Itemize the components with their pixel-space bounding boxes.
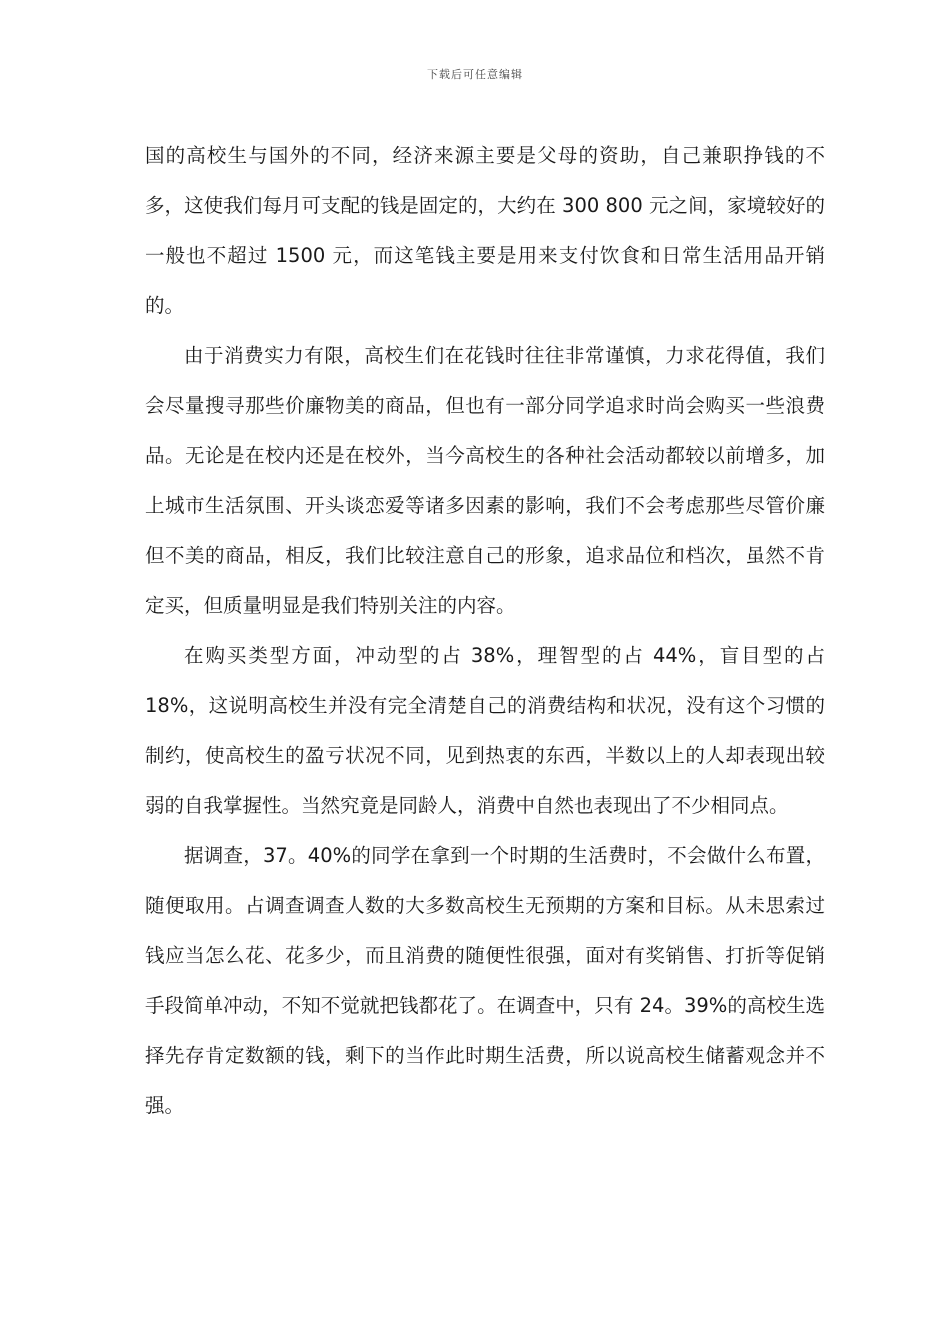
document-body xyxy=(145,131,825,1131)
paragraph-3: 在购买类型方面，冲动型的占 38%，理智型的占 44%，盲目型的占 18%，这说明高校生并没有完全清楚自己的消费结构和状况，没有这个习惯的制约，使高校生的盈亏状况不同，见到热衷的东西，半数以上的人却表现出较弱的自我掌握性。当然究竟是同龄人，消费中自然也表现出了不少相同点。 xyxy=(145,644,825,817)
paragraph-4: 据调查，37。40%的同学在拿到一个时期的生活费时，不会做什么布置，随便取用。占调查调查人数的大多数高校生无预期的方案和目标。从未思索过钱应当怎么花、花多少，而且消费的随便性很强，面对有奖销售、打折等促销手段简单冲动，不知不觉就把钱都花了。在调查中，只有 24。39%的高校生选择先存肯定数额的钱，剩下的当作此时期生活费，所以说高校生储蓄观念并不强。 xyxy=(145,844,825,1117)
paragraph-2: 由于消费实力有限，高校生们在花钱时往往非常谨慎，力求花得值，我们会尽量搜寻那些价廉物美的商品，但也有一部分同学追求时尚会购买一些浪费品。无论是在校内还是在校外，当今高校生的各种社会活动都较以前增多，加上城市生活氛围、开头谈恋爱等诸多因素的影响，我们不会考虑那些尽管价廉但不美的商品，相反，我们比较注意自己的形象，追求品位和档次，虽然不肯定买，但质量明显是我们特别关注的内容。 xyxy=(145,344,825,617)
page-header-note: 下载后可任意编辑 xyxy=(427,68,523,81)
paragraph-1: 国的高校生与国外的不同，经济来源主要是父母的资助，自己兼职挣钱的不多，这使我们每月可支配的钱是固定的，大约在 300 800 元之间，家境较好的一般也不超过 1500 元，而这笔钱主要是用来支付饮食和日常生活用品开销的。 xyxy=(145,144,825,317)
